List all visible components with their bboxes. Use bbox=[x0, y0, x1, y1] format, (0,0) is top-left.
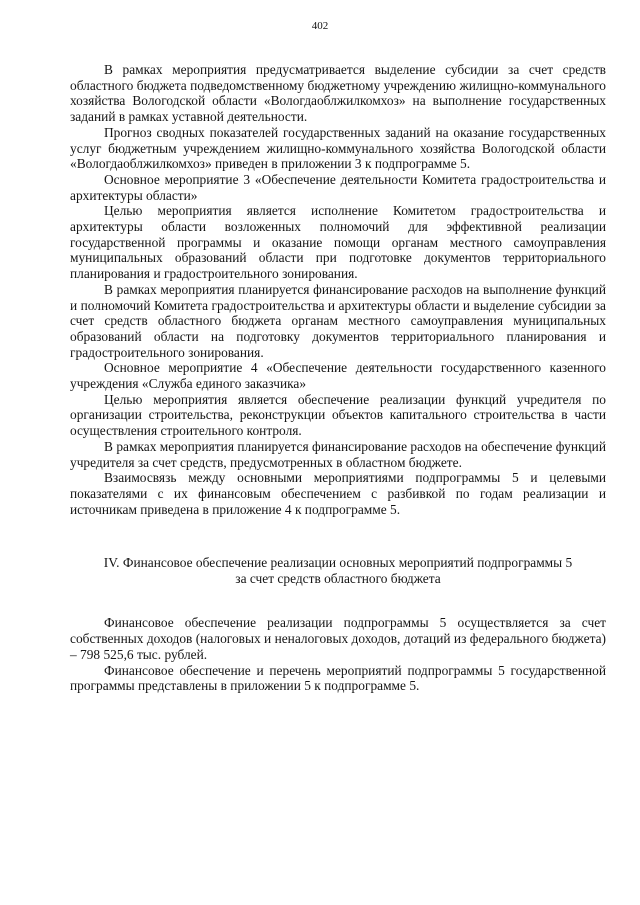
paragraph: В рамках мероприятия планируется финансирование расходов на выполнение функций и полномочий Комитета градостроительства и архитектуры области и выделение субсидии за счет средств областного бюджета органам местного самоуправления муниципальных образований области на подготовку документов территориального планирования и градостроительного зонирования. bbox=[70, 281, 606, 360]
paragraph: В рамках мероприятия предусматривается выделение субсидии за счет средств областного бюджета подведомственному бюджетному учреждению жилищно-коммунального хозяйства Вологодской области «Вологдаоблжилкомхоз» на выполнение государственных заданий в рамках уставной деятельности. bbox=[70, 62, 606, 125]
paragraph: Целью мероприятия является обеспечение реализации функций учредителя по организации строительства, реконструкции объектов капитального строительства в части осуществления строительного контроля. bbox=[70, 391, 606, 439]
paragraph: Финансовое обеспечение и перечень мероприятий подпрограммы 5 государственной программы представлены в приложении 5 к подпрограмме 5. bbox=[70, 662, 606, 694]
document-body bbox=[70, 62, 606, 694]
paragraph: В рамках мероприятия планируется финансирование расходов на обеспечение функций учредителя за счет средств, предусмотренных в областном бюджете. bbox=[70, 438, 606, 470]
section-heading-line: за счет средств областного бюджета bbox=[235, 571, 441, 587]
paragraph: Основное мероприятие 4 «Обеспечение деятельности государственного казенного учреждения «Служба единого заказчика» bbox=[70, 360, 606, 392]
paragraph: Взаимосвязь между основными мероприятиями подпрограммы 5 и целевыми показателями с их финансовым обеспечением с разбивкой по годам реализации и источникам приведена в приложение 4 к подпрограмме 5. bbox=[70, 470, 606, 517]
section-heading-line: IV. Финансовое обеспечение реализации основных мероприятий подпрограммы 5 bbox=[103, 555, 573, 571]
section-heading bbox=[70, 555, 606, 587]
paragraph: Прогноз сводных показателей государственных заданий на оказание государственных услуг бюджетным учреждением жилищно-коммунального хозяйства Вологодской области «Вологдаоблжилкомхоз» приведен в приложении 3 к подпрограмме 5. bbox=[70, 124, 606, 172]
paragraph: Целью мероприятия является исполнение Комитетом градостроительства и архитектуры области возложенных полномочий для эффективной реализации государственной программы и оказание помощи органам местного самоуправления муниципальных образований области при подготовке документов территориального планирования и градостроительного зонирования. bbox=[70, 203, 606, 282]
paragraph: Основное мероприятие 3 «Обеспечение деятельности Комитета градостроительства и архитектуры области» bbox=[70, 171, 606, 203]
paragraph: Финансовое обеспечение реализации подпрограммы 5 осуществляется за счет собственных доходов (налоговых и неналоговых доходов, дотаций из федерального бюджета) – 798 525,6 тыс. рублей. bbox=[70, 615, 606, 662]
page-number: 402 bbox=[311, 20, 329, 32]
